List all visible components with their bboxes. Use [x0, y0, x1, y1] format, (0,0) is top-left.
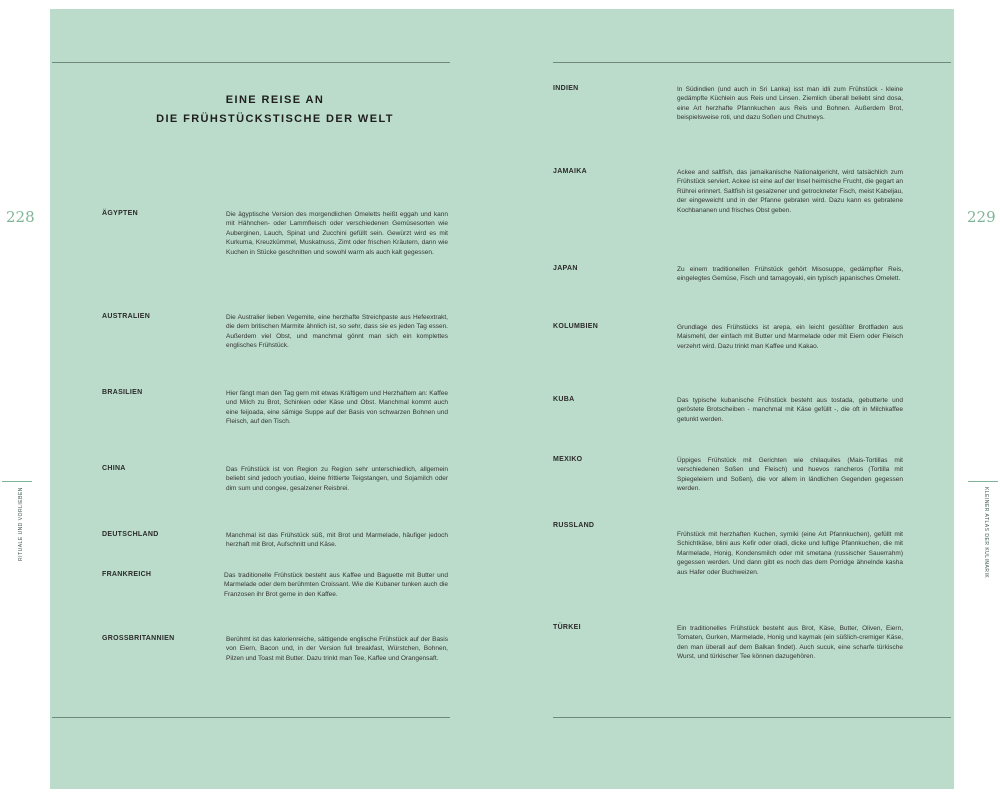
country-name: ÄGYPTEN — [102, 210, 138, 217]
country-name: TÜRKEI — [553, 624, 581, 631]
country-name: INDIEN — [553, 85, 579, 92]
title-line-1: EINE REISE AN — [225, 94, 325, 106]
country-name: RUSSLAND — [553, 522, 595, 529]
country-name: KUBA — [553, 396, 575, 403]
page-title — [150, 91, 400, 129]
right-side-label: KLEINER ATLAS DER KULINARIK — [983, 487, 989, 579]
left-page-number: 228 — [6, 208, 35, 226]
country-name: JAMAIKA — [553, 168, 587, 175]
country-description: Das typische kubanische Frühstück besteht aus tostada, gebutterte und geröstete Brotscheiben - manchmal mit Käse gefüllt -, die oft in Milchkaffee getunkt werden. — [677, 397, 903, 423]
country-description: Manchmal ist das Frühstück süß, mit Brot und Marmelade, häufiger jedoch herzhaft mit Brot, Aufschnitt und Käse. — [226, 532, 448, 549]
country-description: Frühstück mit herzhaften Kuchen, syrniki (eine Art Pfannkuchen), gefüllt mit Schichtkäse, blini aus Kefir oder oladi, dicke und luftige Pfannkuchen, die mit Marmelade, Honig, Kondensmilch oder mit smetana (russischer Sauerrahm) gegessen werden. Und dann gibt es noch das dem Porridge ähnelnde kasha aus Hafer oder Buchweizen. — [677, 531, 903, 576]
country-name: FRANKREICH — [102, 571, 152, 578]
title-line-2: DIE FRÜHSTÜCKSTISCHE DER WELT — [156, 113, 394, 125]
right-bottom-rule — [553, 717, 951, 718]
country-description: Das traditionelle Frühstück besteht aus Kaffee und Baguette mit Butter und Marmelade oder dem berühmten Croissant. Wie die Kubaner tunken auch die Franzosen ihr Brot gerne in den Kaffee. — [224, 572, 448, 598]
country-name: DEUTSCHLAND — [102, 531, 159, 538]
left-bottom-rule — [52, 717, 450, 718]
country-description: Die ägyptische Version des morgendlichen Omeletts heißt eggah und kann mit Hähnchen- oder Lammfleisch oder verschiedenen Gemüsesorten wie Auberginen, Lauch, Spinat und Zucchini gefüllt sein. Gewürzt wird es mit Kurkuma, Kreuzkümmel, Muskatnuss, Zimt oder frischen Kräutern, dann wie Kuchen in Stücke geschnitten und sowohl warm als auch kalt gegessen. — [226, 211, 448, 256]
right-top-rule — [553, 62, 951, 63]
country-description: Üppiges Frühstück mit Gerichten wie chilaquiles (Mais-Tortillas mit verschiedenen Soßen und Fleisch) und huevos rancheros (Tortilla mit Spiegeleiern und Soßen), die vor allem in ländlichen Gegenden gegessen werden. — [677, 457, 903, 493]
country-name: AUSTRALIEN — [102, 313, 151, 320]
country-name: GROSSBRITANNIEN — [102, 635, 175, 642]
country-description: Hier fängt man den Tag gern mit etwas Kräftigem und Herzhaftem an: Kaffee und Milch zu Brot, Schinken oder Käse und Obst. Manchmal kommt auch eine feijoada, eine sämige Suppe auf der Basis von schwarzen Bohnen und Fleisch, auf den Tisch. — [226, 390, 448, 426]
country-name: MEXIKO — [553, 456, 583, 463]
country-description: Zu einem traditionellen Frühstück gehört Misosuppe, gedämpfter Reis, eingelegtes Gemüse, Fisch und tamagoyaki, ein typisch japanisches Omelett. — [677, 266, 903, 283]
left-side-label: RITUALE UND VORLIEBEN — [18, 487, 24, 561]
country-name: BRASILIEN — [102, 389, 143, 396]
country-description: Berühmt ist das kalorienreiche, sättigende englische Frühstück auf der Basis von Eiern, Bacon und, in der Version full breakfast, Würstchen, Bohnen, Pilzen und Toast mit Butter. Dazu trinkt man Tee, Kaffee und Orangensaft. — [226, 636, 448, 662]
country-description: In Südindien (und auch in Sri Lanka) isst man idli zum Frühstück - kleine gedämpfte Küchlein aus Reis und Linsen. Ziemlich überall beliebt sind dosa, eine Art herzhafte Pfannkuchen aus Reis und Bohnen. Außerdem Brot, beispielsweise roti, und dazu Soßen und Chutneys. — [677, 86, 903, 122]
country-name: KOLUMBIEN — [553, 323, 599, 330]
country-description: Ackee and saltfish, das jamaikanische Nationalgericht, wird tatsächlich zum Frühstück serviert. Ackee ist eine auf der Insel heimische Frucht, die gegart an Rührei erinnert. Saltfish ist gesalzener und getrockneter Fisch, meist Kabeljau, der eingeweicht und in der Pfanne gebraten wird. Dazu kann es gebratene Kochbananen und frisches Obst geben. — [677, 169, 903, 214]
country-description: Das Frühstück ist von Region zu Region sehr unterschiedlich, allgemein beliebt sind jedoch youtiao, kleine frittierte Teigstangen, und Sojamilch oder dim sum und congee, gesalzener Reisbrei. — [226, 466, 448, 492]
country-description: Grundlage des Frühstücks ist arepa, ein leicht gesüßter Brotfladen aus Maismehl, der einfach mit Butter und Marmelade oder mit Eiern oder Fleisch verzehrt wird. Dazu trinkt man Kaffee und Kakao. — [677, 324, 903, 350]
left-top-rule — [52, 62, 450, 63]
right-margin-rule — [968, 481, 998, 482]
country-name: CHINA — [102, 465, 126, 472]
country-description: Ein traditionelles Frühstück besteht aus Brot, Käse, Butter, Oliven, Eiern, Tomaten, Gurken, Marmelade, Honig und kaymak (ein süßlich-cremiger Käse, den man überall auf dem Balkan findet). Auch sucuk, eine scharfe türkische Wurst, und türkischer Tee können dazugehören. — [677, 625, 903, 661]
right-page-number: 229 — [967, 208, 996, 226]
country-name: JAPAN — [553, 265, 578, 272]
left-margin-rule — [2, 481, 32, 482]
country-description: Die Australier lieben Vegemite, eine herzhafte Streichpaste aus Hefeextrakt, die dem britischen Marmite ähnlich ist, so sehr, dass sie es jeden Tag essen. Außerdem viel Obst, und manchmal gönnt man sich ein komplettes englisches Frühstück. — [226, 314, 448, 350]
